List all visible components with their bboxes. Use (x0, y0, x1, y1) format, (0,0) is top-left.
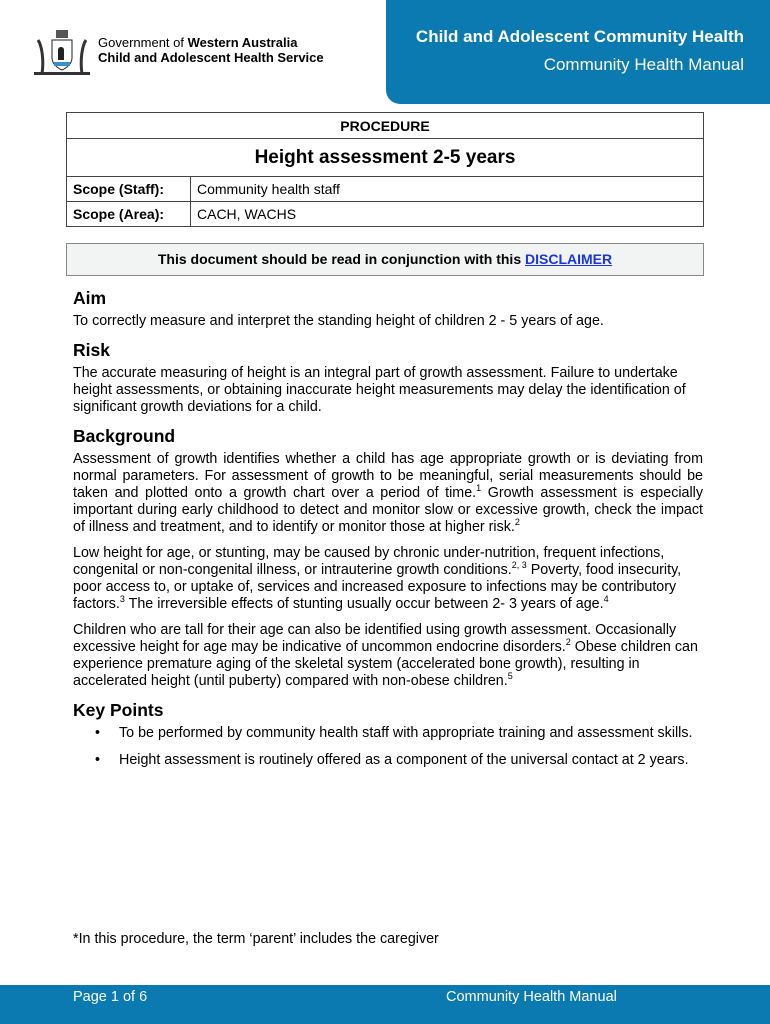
scope-area-label: Scope (Area): (67, 202, 191, 227)
parent-note: *In this procedure, the term ‘parent’ includes the caregiver (73, 931, 439, 947)
text: Assessment of growth identifies whether a child has age appropriate growth or is deviating from normal parameters. For assessment of growth to be meaningful, serial measurements should be taken and plotted onto a growth chart over a period of time. (73, 451, 703, 501)
aim-text: To correctly measure and interpret the standing height of children 2 - 5 years of age. (73, 313, 604, 329)
disclaimer-box (66, 243, 704, 276)
text: Low height for age, or stunting, may be caused by chronic under-nutrition, frequent infections, congenital or non-congenital illness, or intrauterine growth conditions. (73, 545, 665, 578)
aim-section (73, 290, 703, 330)
scope-staff-value: Community health staff (191, 177, 704, 202)
document-body (73, 290, 703, 781)
page-number: Page 1 of 6 (73, 989, 148, 1005)
wa-coat-of-arms-logo (30, 28, 94, 78)
text: Poverty, food insecurity, poor access to, or uptake of, services and increased exposure to infections may be contributory factors. (73, 562, 682, 612)
list-item: • To be performed by community health staff with appropriate training and assessment skills. (95, 725, 703, 742)
aim-heading: Aim (73, 288, 107, 308)
background-paragraph (73, 545, 703, 613)
procedure-label: PROCEDURE (67, 113, 704, 139)
citation: 2, 3 (511, 560, 527, 570)
header-banner (386, 0, 770, 104)
background-paragraph (73, 622, 703, 690)
list-item: • Height assessment is routinely offered as a component of the universal contact at 2 years. (95, 752, 703, 769)
page-title: Height assessment 2-5 years (67, 139, 704, 177)
scope-staff-label: Scope (Staff): (67, 177, 191, 202)
footer-manual-name: Community Health Manual (446, 989, 617, 1005)
footer (0, 985, 770, 1024)
background-section (73, 428, 703, 690)
risk-text: The accurate measuring of height is an integral part of growth assessment. Failure to undertake height assessments, or obtaining inaccurate height measurements may delay the identification of significant growth deviations for a child. (73, 365, 686, 415)
key-points-section (73, 702, 703, 769)
background-heading: Background (73, 426, 176, 446)
gov-prefix: Government of (98, 35, 188, 50)
gov-state: Western Australia (187, 35, 298, 50)
text: The irreversible effects of stunting usually occur between 2- 3 years of age. (124, 596, 604, 612)
service-name: Child and Adolescent Health Service (98, 50, 324, 65)
text: Growth assessment is especially important during early childhood to detect and monitor slow or excessive growth, check the impact of illness and treatment, and to identify or monitor those at higher risk. (73, 485, 703, 535)
citation: 4 (603, 594, 609, 604)
disclaimer-link[interactable]: DISCLAIMER (525, 251, 613, 267)
disclaimer-text: This document should be read in conjunction with this (157, 251, 525, 267)
text: Obese children can experience premature aging of the skeletal system (accelerated bone growth), resulting in accelerated height (until puberty) compared with non-obese children. (73, 639, 698, 689)
citation: 2 (565, 637, 571, 647)
key-points-list (95, 725, 703, 769)
key-points-heading: Key Points (73, 700, 164, 720)
government-branding (98, 35, 324, 65)
citation: 1 (476, 483, 482, 493)
risk-section (73, 342, 703, 416)
citation: 5 (507, 671, 513, 681)
banner-title: Child and Adolescent Community Health (415, 27, 744, 46)
citation: 3 (119, 594, 125, 604)
citation: 2 (514, 517, 520, 527)
background-paragraph (73, 451, 703, 536)
banner-subtitle: Community Health Manual (543, 55, 744, 74)
text: Children who are tall for their age can also be identified using growth assessment. Occasionally excessive height for age may be indicative of uncommon endocrine disorders. (73, 622, 677, 655)
risk-heading: Risk (73, 340, 110, 360)
procedure-table (66, 112, 704, 227)
scope-area-value: CACH, WACHS (191, 202, 704, 227)
